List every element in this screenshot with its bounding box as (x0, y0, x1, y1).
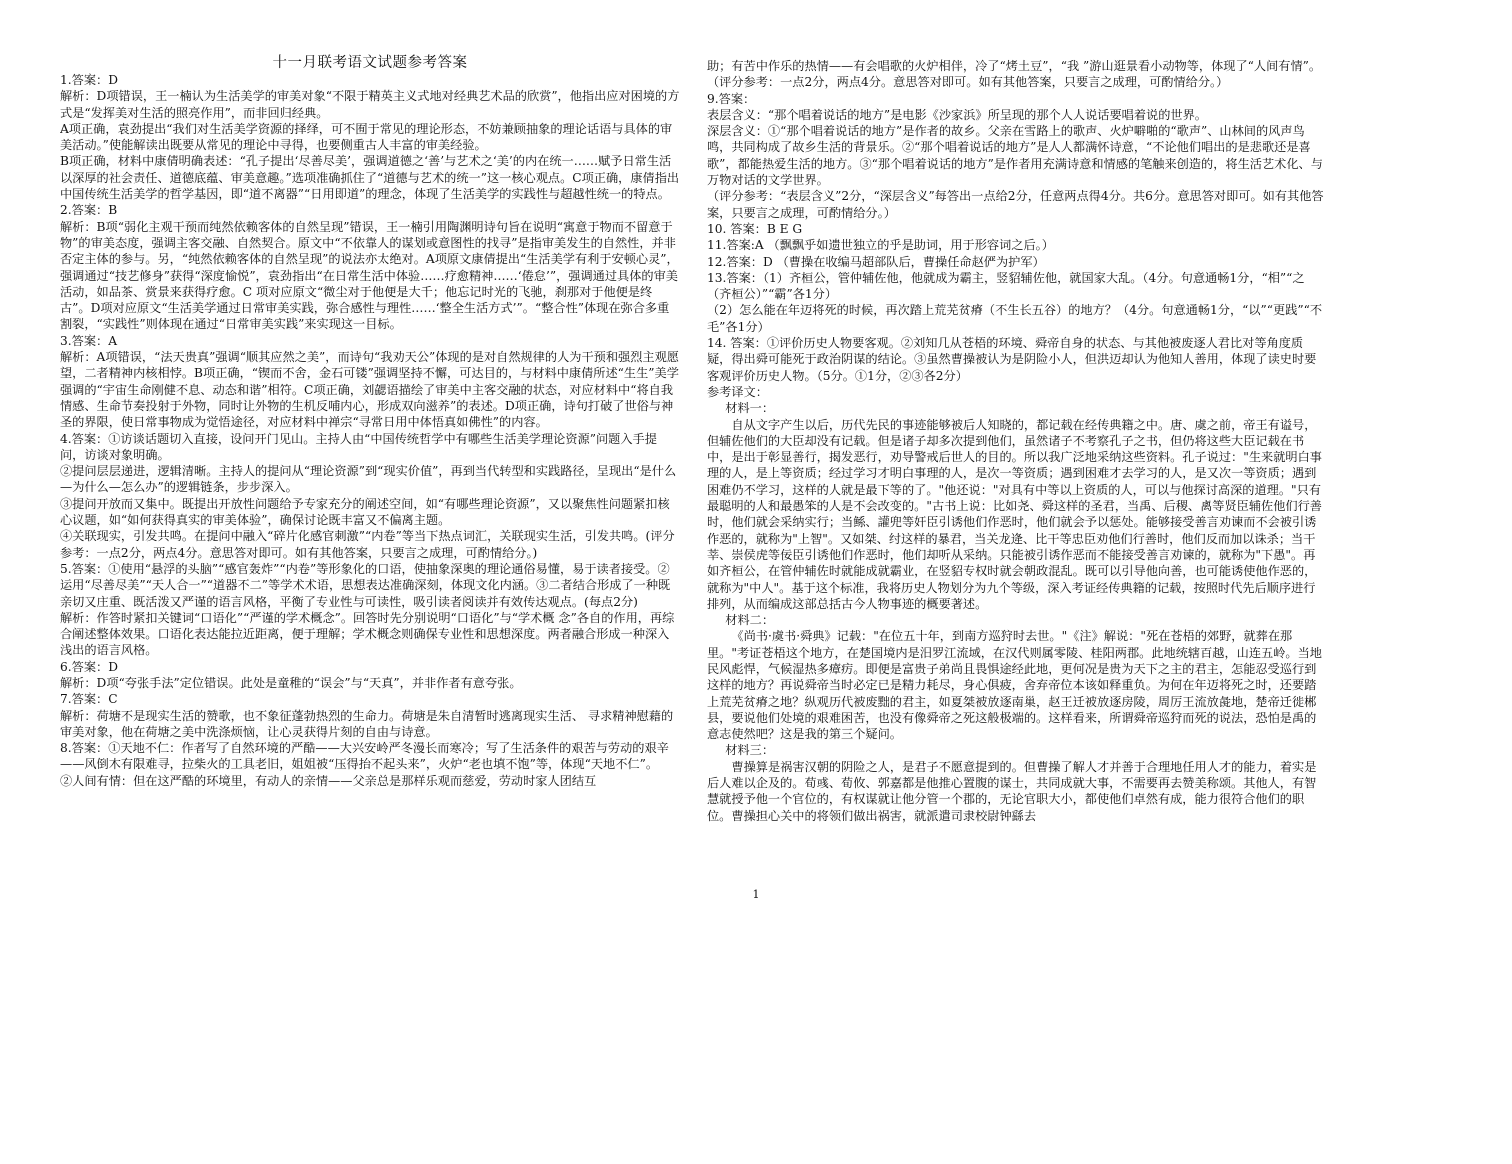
answer-9-deep: 深层含义：①“那个唱着说话的地方”是作者的故乡。父亲在雪路上的歌声、火炉噼啪的“歌声”、山林间的风声鸟鸣，共同构成了故乡生活的背景乐。②“那个唱着说话的地方”是人人都满怀诗意，“不论他们唱出的是悲歌还是喜歌”，都能热爱生活的地方。③“那个唱着说话的地方”是作者用充满诗意和情感的笔触来创造的，将生活艺术化、与万物对话的文学世界。 (707, 124, 1323, 188)
answer-4-point-2: ②提问层层递进，逻辑清晰。主持人的提问从“理论资源”到“现实价值”，再到当代转型和实践路径，呈现出“是什么—为什么—怎么办”的逻辑链条，步步深入。 (60, 464, 677, 495)
translation-heading: 参考译文： (707, 384, 768, 399)
analysis-6: 解析：D项“夸张手法”定位错误。此处是童稚的“误会”与“天真”，并非作者有意夸张。 (60, 675, 522, 690)
answer-1: 1.答案：D (60, 73, 118, 87)
analysis-7: 解析：荷塘不是现实生活的赞歌，也不象征蓬勃热烈的生命力。荷塘是朱自清暂时逃离现实生活、 寻求精神慰藉的审美对象，他在荷塘之美中洗涤烦恼，让心灵获得片刻的自由与诗意。 (60, 708, 674, 739)
analysis-2: 解析：B项“弱化主观干预而纯然依赖客体的自然呈现”错误，王一楠引用陶渊明诗句旨在说明“寓意于物而不留意于物”的审美态度，强调主客交融、自然契合。原文中“不依靠人的谋划或意图性的找寻”是指审美发生的自然性，并非否定主体的参与。另，“纯然依赖客体的自然呈现”的说法亦太绝对。A项原文康倩提出“生活美学有利于安顿心灵”，强调通过“技艺修身”获得“深度愉悦”，袁劲指出“在日常生活中体验……疗愈精神……‘倦怠’”，强调通过具体的审美活动，如品茶、赏景来获得疗愈。C 项对应原文“微尘对于他便是大千；他忘记时光的飞驰，刹那对于他便是终古”。D项对应原文“生活美学通过日常审美实践，弥合感性与理性……‘整全生活方式’”。“整合性”体现在弥合多重割裂，“实践性”则体现在通过“日常审美实践”来实现这一目标。 (60, 219, 679, 332)
material-3-label: 材料三： (725, 743, 775, 758)
answer-5: 5.答案：①使用“悬浮的头脑”“感官轰炸”“内卷”等形象化的口语，使抽象深奥的理论通俗易懂，易于读者接受。②运用“尽善尽美”“天人合一”“道器不二”等学术术语，思想表达准确深刻，体现文化内涵。③二者结合形成了一种既亲切又庄重、既活泼又严谨的语言风格，平衡了专业性与可读性，吸引读者阅读并有效传达观点。(每点2分) (60, 561, 671, 609)
answer-10: 10. 答案：B E G (707, 221, 803, 236)
analysis-5: 解析：作答时紧扣关键词“口语化”“严谨的学术概念”。回答时先分别说明“口语化”与“学术概 念”各自的作用，再综合阐述整体效果。口语化表达能拉近距离，便于理解；学术概念则确保专业性和思想深度。两者融合形成一种深入浅出的语言风格。 (60, 610, 675, 658)
material-3-text: 曹操算是祸害汉朝的阴险之人，是君子不愿意提到的。但曹操了解人才并善于合理地任用人才的能力，着实是后人难以企及的。荀彧、荀攸、郭嘉都是他推心置腹的谋士，共同成就大事，不需要再去赞美称颂。其他人，有智慧就授予他一个官位的，有权谋就让他分管一个郡的，无论官职大小，都使他们卓然有成，能力很符合他们的职位。曹操担心关中的将领们做出祸害，就派遣司隶校尉钟繇去 (707, 759, 1317, 823)
left-column (60, 54, 680, 874)
analysis-3: 解析：A项错误，“法天贵真”强调“顺其应然之美”，而诗句“我劝天公”体现的是对自然规律的人为干预和强烈主观愿望，二者精神内核相悖。B项正确，“锲而不舍，金石可镂”强调坚持不懈，可达目的，与材料中康倩所述“生生”美学强调的“宇宙生命刚健不息、动态和谐”相符。C项正确，刘勰语描绘了审美中主客交融的状态，对应材料中“将自我情感、生命节奏投射于外物，同时让外物的生机反哺内心，形成双向滋养”的表述。D项正确，诗句打破了世俗与神圣的界限，使日常事物成为觉悟途径，对应材料中禅宗“寻常日用中体悟真如佛性”的内容。 (60, 350, 679, 430)
answer-9-surface: 表层含义：“那个唱着说话的地方”是电影《沙家浜》所呈现的那个人人说话要唱着说的世界。 (707, 107, 1207, 122)
material-2-label: 材料二： (725, 613, 775, 628)
scoring-9: （评分参考：“表层含义”2分，“深层含义”每答出一点给2分，任意两点得4分。共6分。意思答对即可。如有其他答案，只要言之成理，可酌情给分。） (707, 189, 1324, 220)
material-1-text: 自从文字产生以后，历代先民的事迹能够被后人知晓的，都记载在经传典籍之中。唐、虞之前，帝王有谥号，但辅佐他们的大臣却没有记载。但是诸子却多次提到他们，虽然诸子不考察孔子之书，但仍将这些大臣记载在书中，是出于彰显善行，揭发恶行，劝导警戒后世人的目的。所以我广泛地采纳这些资料。孔子说过："生来就明白事理的人，是上等资质；经过学习才明白事理的人，是次一等资质；遇到困难才去学习的人，是又次一等资质；遇到困难仍不学习，这样的人就是最下等的了。"他还说："对具有中等以上资质的人，可以与他探讨高深的道理。"只有最聪明的人和最愚笨的人是不会改变的。"古书上说：比如尧、舜这样的圣君，当禹、后稷、禼等贤臣辅佐他们行善时，他们就会采纳实行；当鲧、讙兜等奸臣引诱他们作恶时，他们就会予以惩处。能够接受善言劝谏而不会被引诱作恶的，就称为"上智"。又如桀、纣这样的暴君，当关龙逄、比干等忠臣劝他们行善时，他们反而加以诛杀；当干莘、崇侯虎等佞臣引诱他们作恶时，他们却听从采纳。只能被引诱作恶而不能接受善言劝谏的，就称为"下愚"。再如齐桓公，在管仲辅佐时就能成就霸业，在竖貂专权时就会朝政混乱。既可以引导他向善，也可能诱使他作恶的，就称为"中人"。基于这个标准，我将历史人物划分为九个等级，深入考证经传典籍的记载，按照时代先后顺序进行排列，从而编成这部总括古今人物事迹的概要著述。 (707, 417, 1322, 611)
page-title: 十一月联考语文试题参考答案 (272, 55, 468, 71)
answer-13-1: 13.答案：（1）齐桓公，管仲辅佐他，他就成为霸主，竖貂辅佐他，就国家大乱。（4分。句意通畅1分，“相”“之（齐桓公）”“霸”各1分） (707, 270, 1305, 302)
answer-11: 11.答案:A （飘飘乎如遗世独立的乎是助词，用于形容词之后。） (707, 238, 1054, 253)
answer-4-point-1: 4.答案：①访谈话题切入直接，设问开门见山。主持人由“中国传统哲学中有哪些生活美学理论资源”问题入手提问，访谈对象明确。 (60, 431, 657, 462)
answer-6: 6.答案：D (60, 659, 118, 674)
answer-4-point-4: ④关联现实，引发共鸣。在提问中融入“碎片化感官刺激”“内卷”等当下热点词汇，关联现实生活，引发共鸣。(评分参考：一点2分，两点4分。意思答对即可。如有其他答案，只要言之成理，可酌情给分。) (60, 529, 675, 560)
material-2-text: 《尚书·虞书·舜典》记载："在位五十年，到南方巡狩时去世。"《注》解说："死在苍梧的郊野，就葬在那里。"考证苍梧这个地方，在楚国境内是汨罗江流域，在汉代则属零陵、桂阳两郡。此地统辖百越，山连五岭。当地民风彪悍，气候湿热多瘴疠。即便是富贵子弟尚且畏惧途经此地，更何况是贵为天下之主的君主，怎能忍受巡行到这样的地方？再说舜帝当时必定已是精力耗尽，身心俱疲，舍弃帝位本该如释重负。为何在年迈将死之时，还要踏上荒芜贫瘠之地？纵观历代被废黜的君主，如夏桀被放逐南巢，赵王迁被放逐房陵，周厉王流放彘地，楚帝迁徙郴县，要说他们处境的艰难困苦，也没有像舜帝之死这般极端的。这样看来，所谓舜帝巡狩而死的说法，恐怕是禹的意志使然吧？这是我的第三个疑问。 (707, 629, 1322, 742)
answer-8-point-1: 8.答案：①天地不仁：作者写了自然环境的严酷——大兴安岭严冬漫长而寒冷；写了生活条件的艰苦与劳动的艰辛——风倒木有限难寻，拉柴火的工具老旧，姐姐被“压得抬不起头来”，火炉“老也填不饱”等，体现“天地不仁”。 (60, 741, 669, 772)
answer-9: 9.答案： (707, 91, 756, 106)
scoring-8: （评分参考：一点2分，两点4分。意思答对即可。如有其他答案，只要言之成理，可酌情给分。） (707, 75, 1229, 90)
answer-12: 12.答案：D （曹操在收编马超部队后，曹操任命赵俨为护军） (707, 254, 1045, 269)
answer-8-continued: 助；有苦中作乐的热情——有会唱歌的火炉相伴，冷了“烤土豆”，“我 ”游山逛景看小动物等，体现了“人间有情”。 (707, 59, 1322, 73)
analysis-1-d: 解析：D项错误，王一楠认为生活美学的审美对象“不限于精英主义式地对经典艺术品的欣赏”，他指出应对困境的方式是“发挥美对生活的照亮作用”，而非回归经典。 (60, 89, 680, 120)
answer-3: 3.答案：A (60, 333, 117, 348)
answer-14: 14. 答案：①评价历史人物要客观。②刘知几从苍梧的环境、舜帝自身的状态、与其他被废逐人君比对等角度质疑，得出舜可能死于政治阴谋的结论。③虽然曹操被认为是阴险小人，但洪迈却认为他知人善用，体现了读史时要客观评价历史人物。（5分。①1分，②③各2分） (707, 336, 1317, 383)
material-1-label: 材料一： (725, 401, 775, 416)
analysis-1-bc: B项正确，材料中康倩明确表述：“孔子提出‘尽善尽美’，强调道德之‘善’与艺术之‘美’的内在统一……赋予日常生活以深厚的社会责任、道德底蕴、审美意趣。”选项准确抓住了“道德与艺术的统一”这一核心观点。C项正确，康倩指出中国传统生活美学的哲学基因，即“道不离器”“日用即道”的理念，体现了生活美学的实践性与超越性统一的特点。 (60, 154, 680, 202)
analysis-1-a: A项正确，袁劲提出“我们对生活美学资源的择绎，可不囿于常见的理论形态，不妨兼顾抽象的理论话语与具体的审美活动。”使能解读出既要从常见的理论中寻得，也要侧重古人丰富的审美经验。 (60, 121, 673, 153)
page-number: 1 (752, 888, 760, 901)
answer-7: 7.答案：C (60, 692, 118, 707)
answer-8-point-2: ②人间有情：但在这严酷的环境里，有动人的亲情——父亲总是那样乐观而慈爱，劳动时家人团结互 (60, 773, 597, 788)
right-column (707, 58, 1327, 880)
answer-13-2: （2）怎么能在年迈将死的时候，再次踏上荒芜贫瘠（不生长五谷）的地方？（4分。句意通畅1分，“以”“更践”“不毛”各1分） (707, 303, 1323, 334)
answer-2: 2.答案：B (60, 203, 118, 218)
answer-4-point-3: ③提问开放而又集中。既提出开放性问题给予专家充分的阐述空间，如“有哪些理论资源”，又以聚焦性问题紧扣核心议题，如“如何获得真实的审美体验”，确保讨论既丰富又不偏离主题。 (60, 496, 670, 528)
